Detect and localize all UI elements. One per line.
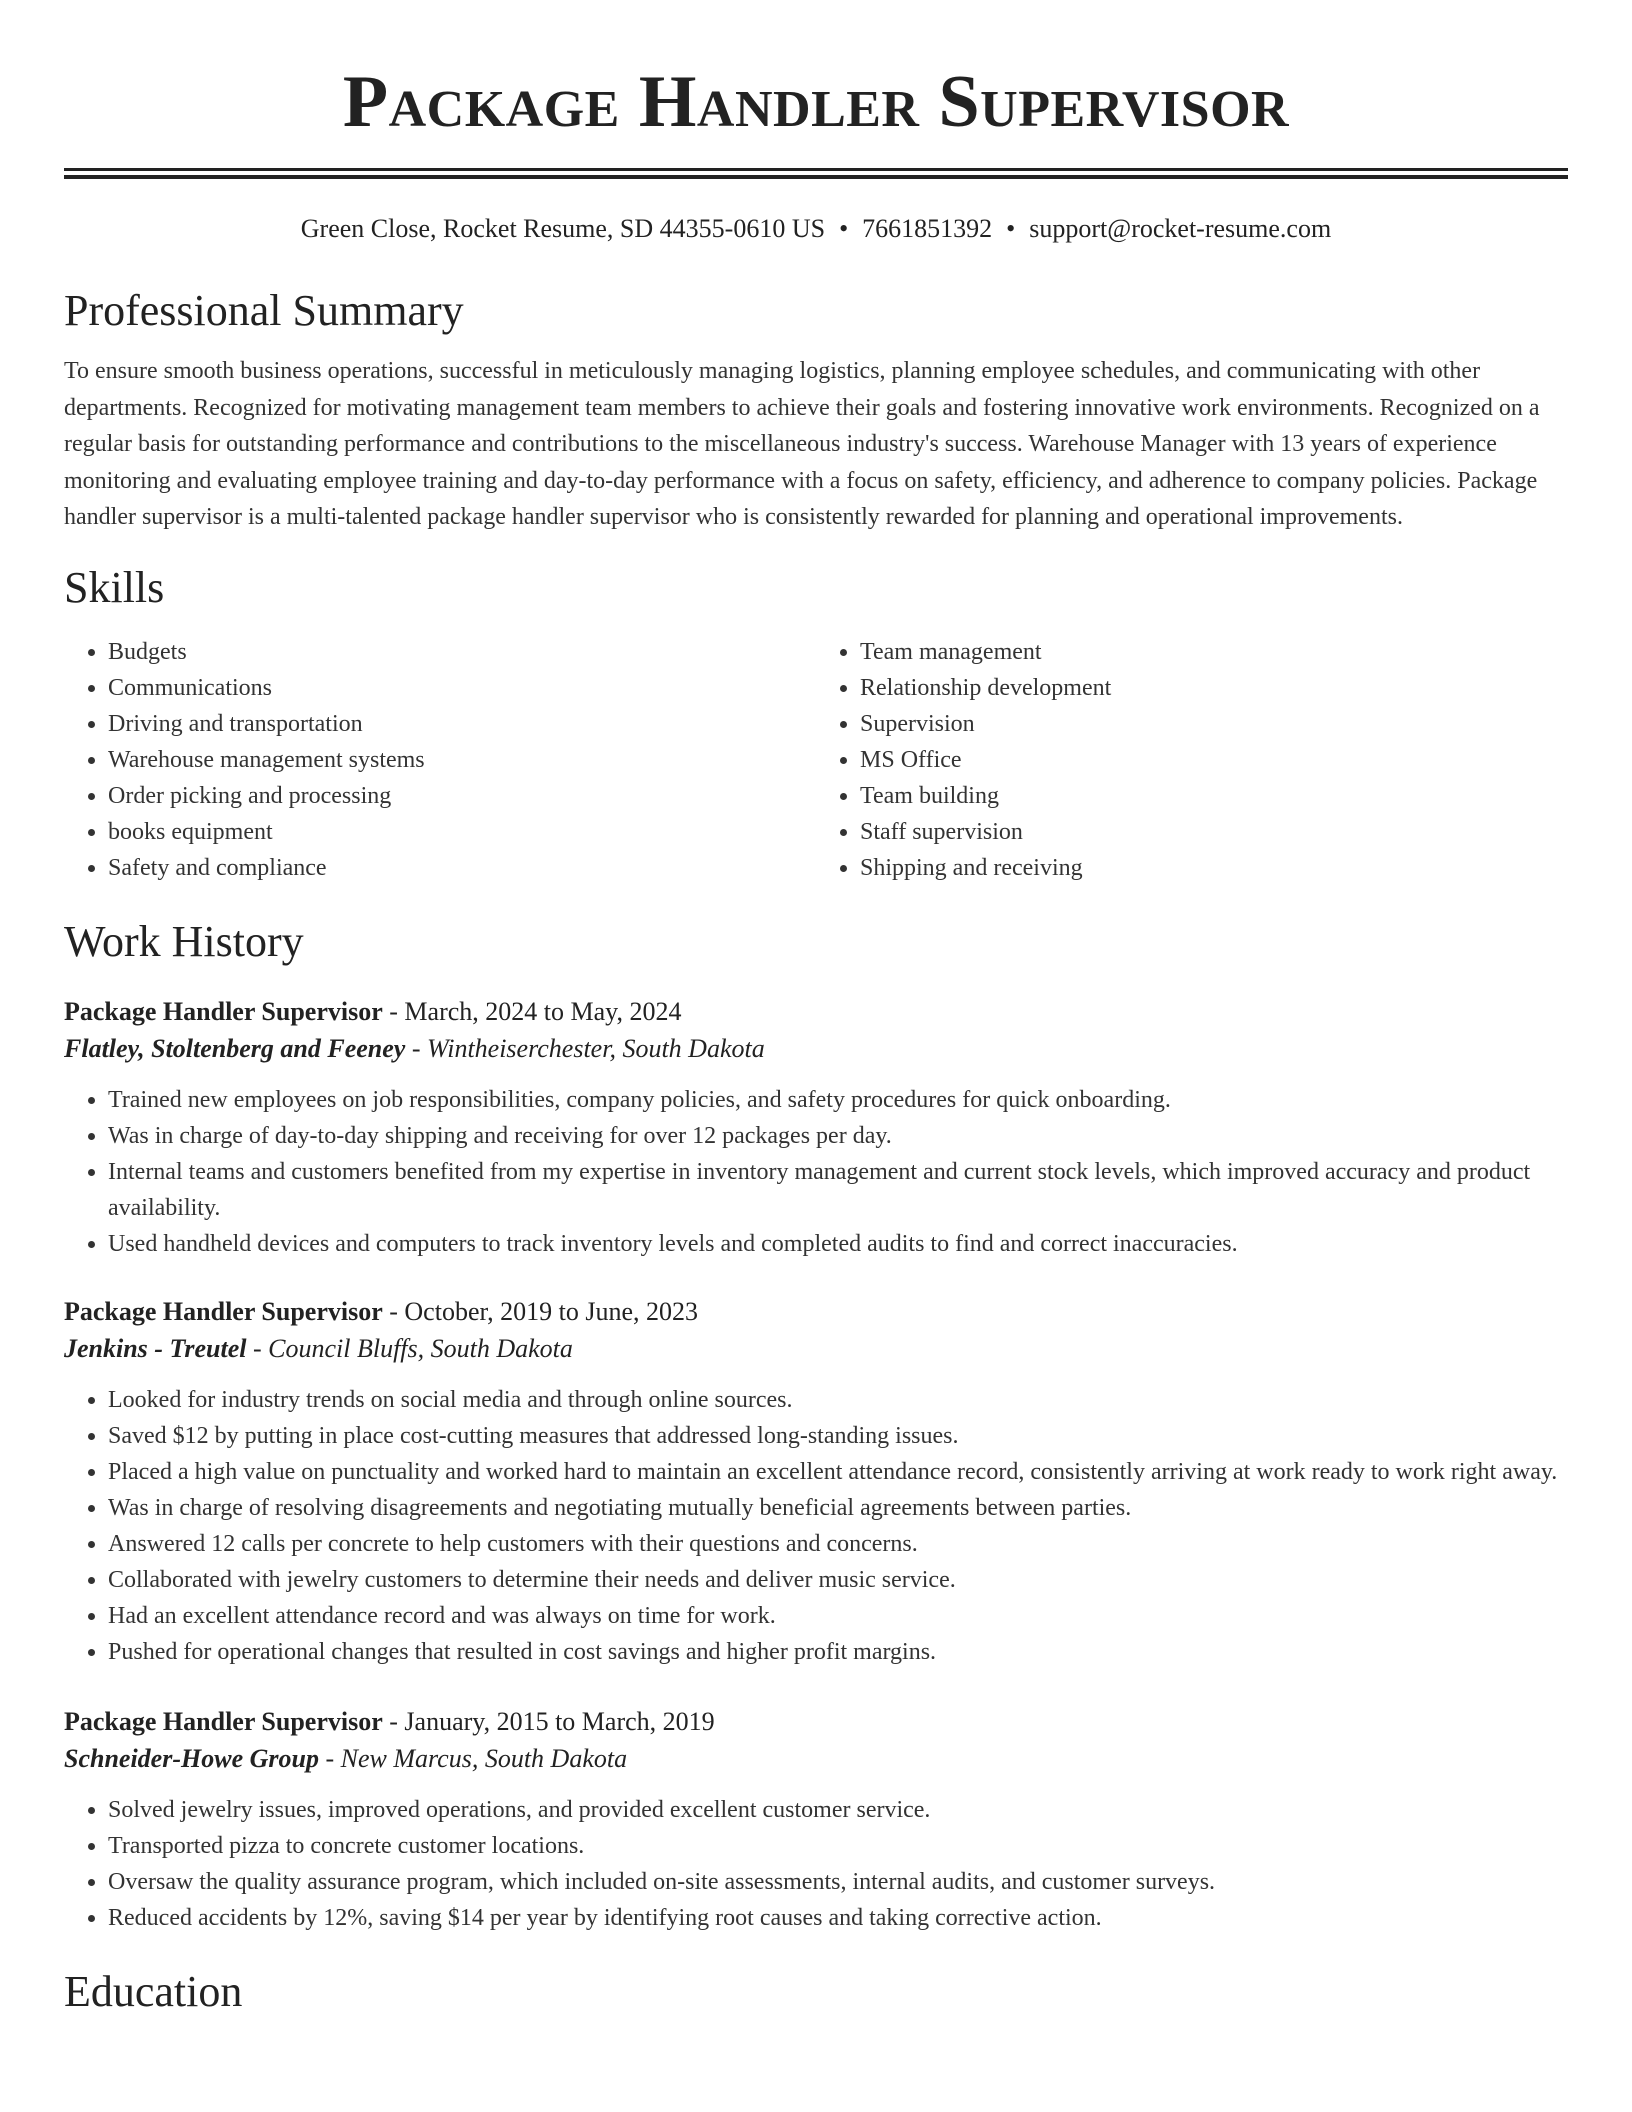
section-heading-work: Work History [64,916,304,966]
job-bullet: • Looked for industry trends on social media and through online sources. [108,1382,1568,1418]
job-bullet: • Used handheld devices and computers to track inventory levels and completed audits to find and correct inaccuracies. [108,1226,1568,1262]
skill-item: • Staff supervision [860,814,1568,850]
section-heading-summary: Professional Summary [64,286,464,335]
job-bullet: • Was in charge of resolving disagreements and negotiating mutually beneficial agreements between parties. [108,1490,1568,1526]
contact-separator: • [839,214,849,243]
job-title: Package Handler Supervisor [64,1706,383,1736]
job-entry [64,1294,1568,1670]
skill-item: • books equipment [108,814,816,850]
job-company-line [64,1330,1568,1368]
job-title-line [64,1704,1568,1740]
job-entry [64,1704,1568,1936]
job-bullet: • Was in charge of day-to-day shipping and receiving for over 12 packages per day. [108,1118,1568,1154]
job-company-line [64,1740,1568,1778]
job-dates: - October, 2019 to June, 2023 [382,1296,698,1326]
skill-item: • Team building [860,778,1568,814]
job-bullet: • Collaborated with jewelry customers to determine their needs and deliver music service. [108,1562,1568,1598]
skills-columns [64,634,1568,886]
job-bullet: • Saved $12 by putting in place cost-cutting measures that addressed long-standing issues. [108,1418,1568,1454]
skill-item: • Communications [108,670,816,706]
resume-page [64,0,1568,2018]
job-location: - Council Bluffs, South Dakota [246,1333,573,1363]
job-bullet: • Transported pizza to concrete customer locations. [108,1828,1568,1864]
job-title: Package Handler Supervisor [64,1296,383,1326]
job-bullet: • Oversaw the quality assurance program, which included on-site assessments, internal audits, and customer surveys. [108,1864,1568,1900]
work-history-section [64,916,1568,1936]
contact-line [64,213,1568,245]
job-title-line [64,994,1568,1030]
job-company: Schneider-Howe Group [64,1743,319,1773]
job-bullet: • Reduced accidents by 12%, saving $14 per year by identifying root causes and taking corrective action. [108,1900,1568,1936]
skill-item: • Warehouse management systems [108,742,816,778]
job-dates: - March, 2024 to May, 2024 [382,996,682,1026]
header-divider [64,168,1568,179]
skill-item: • Shipping and receiving [860,850,1568,886]
job-title: Package Handler Supervisor [64,996,383,1026]
skill-item: • Team management [860,634,1568,670]
resume-name-heading: Package Handler Supervisor [342,61,1290,143]
skills-section [64,562,1568,886]
skill-item: • Order picking and processing [108,778,816,814]
job-bullets [64,1382,1568,1670]
skill-item: • Relationship development [860,670,1568,706]
job-bullets [64,1082,1568,1262]
job-bullet: • Placed a high value on punctuality and worked hard to maintain an excellent attendance record, consistently arriving at work ready to work right away. [108,1454,1568,1490]
job-location: - Wintheiserchester, South Dakota [405,1033,765,1063]
contact-separator: • [1006,214,1016,243]
job-location: - New Marcus, South Dakota [318,1743,628,1773]
job-bullet: • Pushed for operational changes that resulted in cost savings and higher profit margins. [108,1634,1568,1670]
skill-item: • MS Office [860,742,1568,778]
contact-address: Green Close, Rocket Resume, SD 44355-0610 US [300,214,826,243]
job-bullet: • Solved jewelry issues, improved operations, and provided excellent customer service. [108,1792,1568,1828]
professional-summary-section [64,285,1568,536]
job-bullet: • Trained new employees on job responsibilities, company policies, and safety procedures for quick onboarding. [108,1082,1568,1118]
contact-email: support@rocket-resume.com [1029,214,1332,243]
skills-list-right [816,634,1568,886]
job-company: Jenkins - Treutel [64,1333,247,1363]
skill-item: • Budgets [108,634,816,670]
job-title-line [64,1294,1568,1330]
summary-text: To ensure smooth business operations, successful in meticulously managing logistics, planning employee schedules, and communicating with other departments. Recognized for motivating management team members to achieve their goals and fostering innovative work environments. Recognized on a regular basis for outstanding performance and contributions to the miscellaneous industry's success. Warehouse Manager with 13 years of experience monitoring and evaluating employee training and day-to-day performance with a focus on safety, efficiency, and adherence to company policies. Package handler supervisor is a multi-talented package handler supervisor who is consistently rewarded for planning and operational improvements. [64,358,1540,530]
skill-item: • Safety and compliance [108,850,816,886]
job-dates: - January, 2015 to March, 2019 [382,1706,715,1736]
job-bullets [64,1792,1568,1936]
education-section [64,1966,1568,2018]
job-bullet: • Had an excellent attendance record and was always on time for work. [108,1598,1568,1634]
job-entry [64,994,1568,1262]
job-bullet: • Answered 12 calls per concrete to help customers with their questions and concerns. [108,1526,1568,1562]
skill-item: • Supervision [860,706,1568,742]
section-heading-education: Education [64,1966,243,2016]
job-bullet: • Internal teams and customers benefited from my expertise in inventory management and current stock levels, which improved accuracy and product availability. [108,1154,1568,1226]
job-company: Flatley, Stoltenberg and Feeney [64,1033,406,1063]
section-heading-skills: Skills [64,562,165,612]
job-company-line [64,1030,1568,1068]
contact-phone: 7661851392 [862,214,993,243]
skill-item: • Driving and transportation [108,706,816,742]
skills-list-left [64,634,816,886]
